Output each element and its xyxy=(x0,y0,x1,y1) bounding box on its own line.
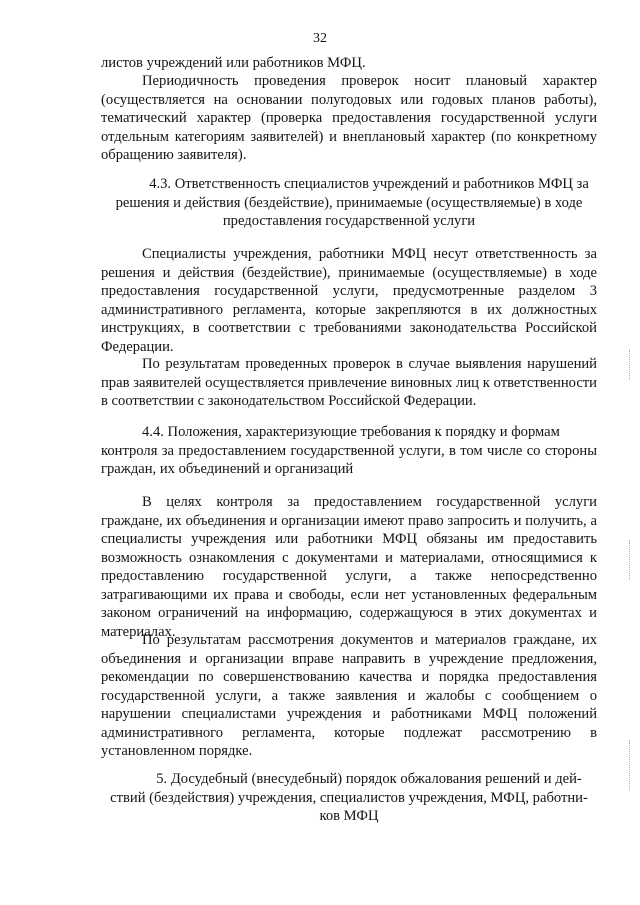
paragraph-continuation xyxy=(101,54,597,73)
paragraph-text: В целях контроля за предоставлением государственной услуги граждане, их объединения и организации имеют право запросить и получить, а специалисты учреждения или работники МФЦ обязаны им предоставить возможность ознакомления с документами и материалами, относящимися к предоставлению государственной услуги, а также непосредственно затрагивающими их права и свободы, если нет установленных федеральным законом ограничений на информацию, содержащуюся в этих документах и материалах. xyxy=(101,494,597,640)
paragraph-results xyxy=(101,355,597,411)
paragraph-text: Специалисты учреждения, работники МФЦ несут ответственность за решения и действия (бездействие), принимаемые (осуществляемые) в ходе предоставления государственной услуги, предусмотренные разделом 3 административного регламента, которые закрепляются в их должностных инструкциях, в соответствии с требованиями законодательства Российской Федерации. xyxy=(101,246,597,355)
heading-line: ствий (бездействия) учреждения, специалистов учреждения, МФЦ, работни- xyxy=(110,789,588,806)
section-heading-4-4 xyxy=(101,423,597,479)
scan-artifact xyxy=(629,540,632,580)
heading-line: предоставления государственной услуги xyxy=(222,213,476,229)
paragraph-text: По результатам проведенных проверок в случае выявления нарушений прав заявителей осуществляется привлечение виновных лиц к ответственности в соответствии с законодательством Российской Федерации. xyxy=(101,356,597,409)
section-heading-5 xyxy=(101,770,597,826)
heading-text: контроля за предоставлением государственной услуги, в том числе со стороны граждан, их объединений и организаций xyxy=(101,442,597,477)
section-heading-4-3 xyxy=(101,175,597,231)
scan-artifact xyxy=(629,350,632,380)
scan-artifact xyxy=(629,740,632,790)
paragraph-text: листов учреждений или работников МФЦ. xyxy=(101,55,366,71)
heading-line: решения и действия (бездействие), принимаемые (осуществляемые) в ходе xyxy=(115,194,583,211)
paragraph-text: По результатам рассмотрения документов и материалов граждане, их объединения и организации вправе направить в учреждение предложения, рекомендации по совершенствованию качества и порядка предоставления государственной услуги, а также заявления и жалобы с сообщением о нарушении специалистами учреждения и работниками МФЦ положений административного регламента, которые подлежат рассмотрению в установленном порядке. xyxy=(101,632,597,759)
heading-line: 4.4. Положения, характеризующие требования к порядку и формам xyxy=(142,424,560,440)
paragraph-review xyxy=(101,631,597,761)
heading-line: ков МФЦ xyxy=(319,808,379,824)
paragraph-text: Периодичность проведения проверок носит плановый характер (осуществляется на основании полугодовых или годовых планов работы), тематический характер (проверка предоставления государственной услуги отдельным категориям заявителей) и внеплановый характер (по конкретному обращению заявителя). xyxy=(101,73,597,163)
paragraph-control xyxy=(101,493,597,641)
heading-line: 4.3. Ответственность специалистов учреждений и работников МФЦ за xyxy=(149,176,589,192)
page-number: 32 xyxy=(313,31,327,46)
paragraph-responsibility xyxy=(101,245,597,356)
heading-line: 5. Досудебный (внесудебный) порядок обжалования решений и дей- xyxy=(156,771,582,787)
paragraph-periodicity xyxy=(101,72,597,165)
